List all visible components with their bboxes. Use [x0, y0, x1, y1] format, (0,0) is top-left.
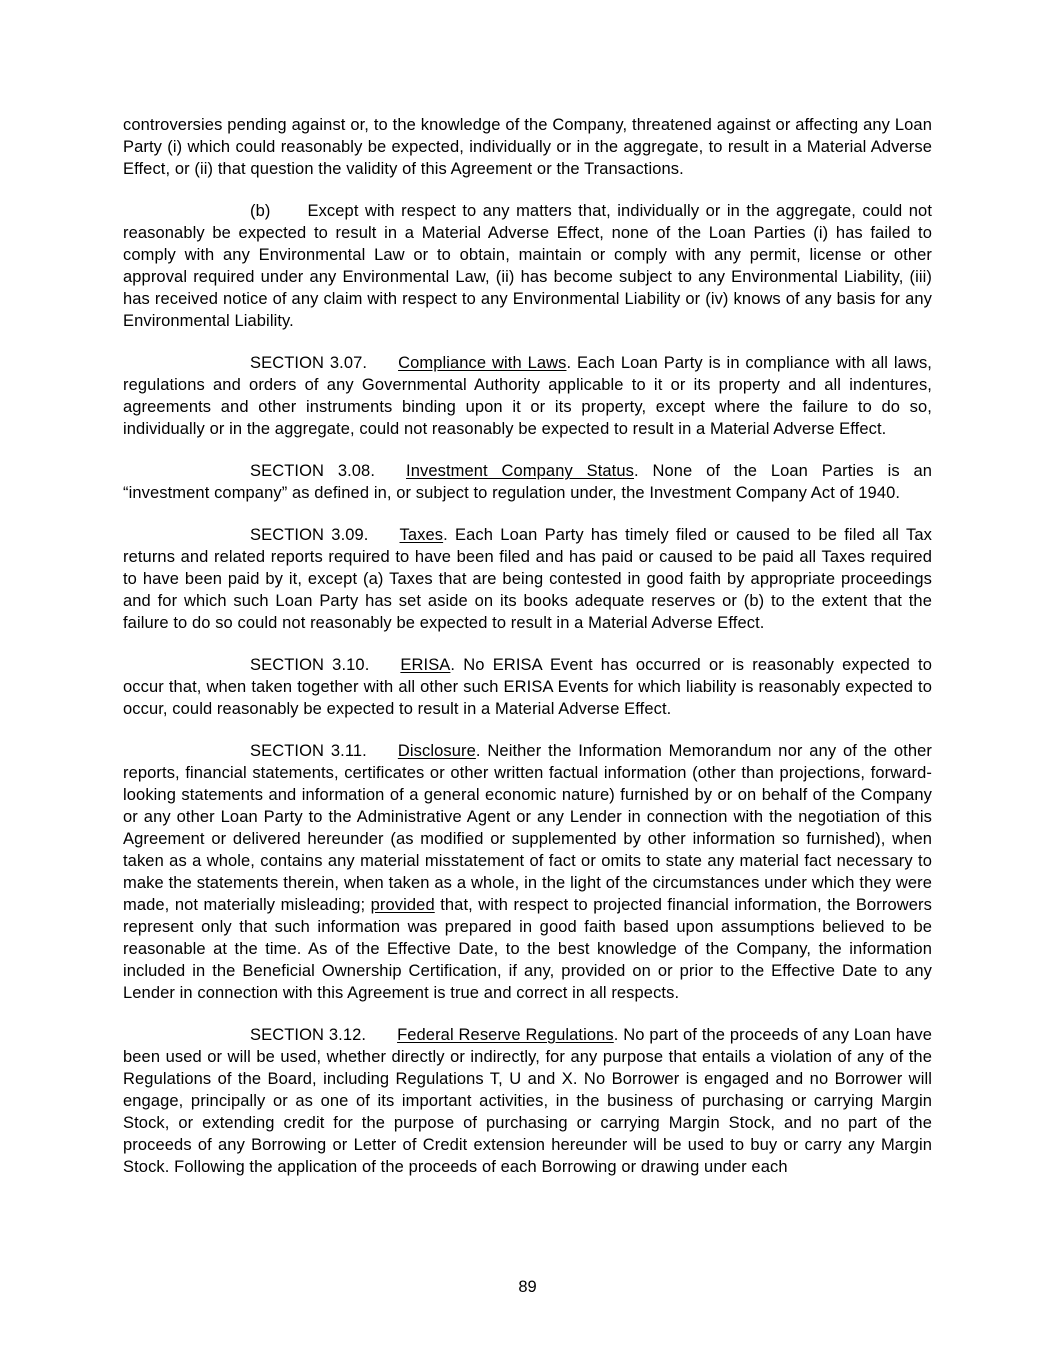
paragraph-b: [123, 200, 932, 332]
section-3-09-paragraph: [123, 524, 932, 634]
section-3-10-text: . No ERISA Event has occurred or is reasonably expected to occur that, when taken together with all other such ERISA Events for which liability is reasonably expected to occur, could reasonably be expected to result in a Material Adverse Effect.: [123, 656, 933, 718]
tab-space: [369, 539, 400, 540]
tab-space: [375, 475, 406, 476]
section-3-09-text: . Each Loan Party has timely filed or caused to be filed all Tax returns and related reports required to have been filed and has paid or caused to be paid all Taxes required to have been paid by it, except (a) Taxes that are being contested in good faith by appropriate proceedings and for which such Loan Party has set aside on its books adequate reserves or (b) to the extent that the failure to do so could not reasonably be expected to result in a Material Adverse Effect.: [123, 526, 933, 632]
section-3-12-title: Federal Reserve Regulations: [397, 1026, 614, 1044]
section-3-11-text-continued: that, with respect to projected financial information, the Borrowers represent only that such information was prepared in good faith based upon assumptions believed to be reasonable at the time. As of the Effective Date, to the best knowledge of the Company, the information included in the Beneficial Ownership Certification, if any, provided on or prior to the Effective Date to any Lender in connection with this Agreement is true and correct in all respects.: [123, 896, 933, 1002]
section-3-10-paragraph: [123, 654, 932, 720]
section-3-10-number: SECTION 3.10.: [250, 656, 370, 674]
section-3-08-paragraph: [123, 460, 932, 504]
section-3-11-number: SECTION 3.11.: [250, 742, 367, 760]
section-3-12-text: . No part of the proceeds of any Loan have been used or will be used, whether directly or indirectly, for any purpose that entails a violation of any of the Regulations of the Board, including Regulations T, U and X. No Borrower is engaged and no Borrower will engage, principally or as one of its important activities, in the business of purchasing or carrying Margin Stock, or extending credit for the purpose of purchasing or carrying Margin Stock, and no part of the proceeds of any Borrowing or Letter of Credit extension hereunder will be used to buy or carry any Margin Stock. Following the application of the proceeds of each Borrowing or drawing under each: [123, 1026, 932, 1176]
section-3-07-text: . Each Loan Party is in compliance with all laws, regulations and orders of any Governmental Authority applicable to it or its property and all indentures, agreements and other instruments binding upon it or its property, except where the failure to do so, individually or in the aggregate, could not reasonably be expected to result in a Material Adverse Effect.: [123, 354, 932, 438]
tab-space: [367, 755, 398, 756]
section-3-12-number: SECTION 3.12.: [250, 1026, 367, 1044]
paragraph-b-text: Except with respect to any matters that, individually or in the aggregate, could not reasonably be expected to result in a Material Adverse Effect, none of the Loan Parties (i) has failed to comply with any Environmental Law or to obtain, maintain or comply with any permit, license or other approval required under any Environmental Law, (ii) has become subject to any Environmental Liability, (iii) has received notice of any claim with respect to any Environmental Liability or (iv) knows of any basis for any Environmental Liability.: [123, 202, 932, 330]
section-3-09-title: Taxes: [399, 526, 444, 544]
tab-space: [367, 367, 398, 368]
document-body: [123, 114, 932, 1198]
section-3-12-paragraph: [123, 1024, 932, 1178]
paragraph-b-label: (b): [250, 202, 271, 220]
tab-space: [369, 669, 400, 670]
section-3-11-text: . Neither the Information Memorandum nor any of the other reports, financial statements, certificates or other written factual information (other than projections, forward-looking statements and information of a general economic nature) furnished by or on behalf of the Company or any other Loan Party to the Administrative Agent or any Lender in connection with the negotiation of this Agreement or delivered hereunder (as modified or supplemented by other information so furnished), when taken as a whole, contains any material misstatement of fact or omits to state any material fact necessary to make the statements therein, when taken as a whole, in the light of the circumstances under which they were made, not materially misleading;: [123, 742, 932, 914]
section-3-11-title: Disclosure: [397, 742, 476, 760]
paragraph-continuation: controversies pending against or, to the knowledge of the Company, threatened against or affecting any Loan Party (i) which could reasonably be expected, individually or in the aggregate, to result in a Material Adverse Effect, or (ii) that question the validity of this Agreement or the Transactions.: [123, 116, 932, 178]
tab-space: [270, 215, 307, 216]
page-number: 89: [518, 1278, 537, 1296]
tab-space: [366, 1039, 397, 1040]
section-3-11-paragraph: [123, 740, 932, 1004]
section-3-08-title: Investment Company Status: [406, 462, 634, 480]
section-3-07-paragraph: [123, 352, 932, 440]
section-3-09-number: SECTION 3.09.: [250, 526, 369, 544]
section-3-07-title: Compliance with Laws: [398, 354, 567, 372]
section-3-08-text: . None of the Loan Parties is an “investment company” as defined in, or subject to regulation under, the Investment Company Act of 1940.: [123, 462, 933, 502]
section-3-10-title: ERISA: [400, 656, 451, 674]
section-3-08-number: SECTION 3.08.: [250, 462, 376, 480]
section-3-07-number: SECTION 3.07.: [250, 354, 368, 372]
section-3-11-proviso-word: provided: [370, 896, 435, 914]
